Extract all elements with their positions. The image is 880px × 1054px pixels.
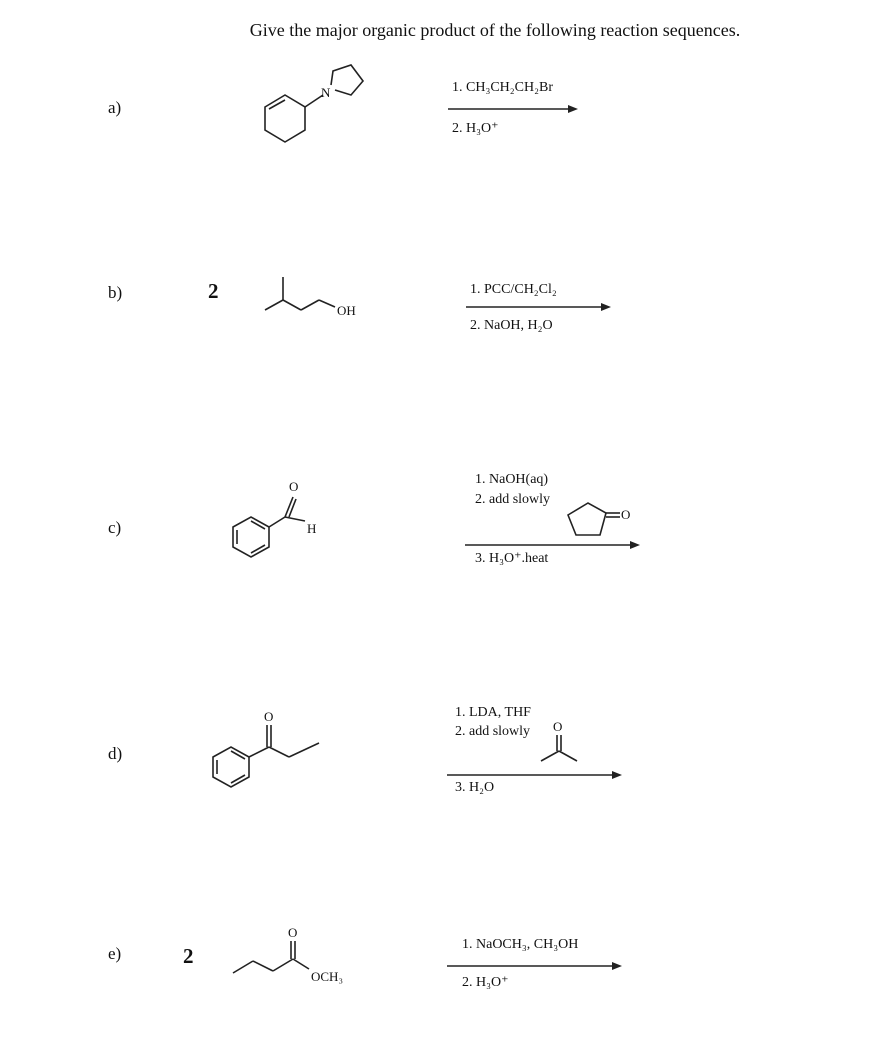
coefficient-b: 2	[208, 279, 219, 303]
hydroxyl-group: OH	[337, 303, 356, 318]
problem-b-label: b)	[108, 283, 123, 302]
reagent-e-1: 1. NaOCH₃, CH₃OH	[462, 937, 579, 952]
carbonyl-oxygen: O	[264, 709, 274, 724]
reagent-d-3: 3. H₂O	[455, 780, 495, 795]
reagent-a-2: 2. H₃O⁺	[452, 121, 499, 136]
reagent-d-2: 2. add slowly	[455, 724, 531, 739]
problem-c-label: c)	[108, 518, 122, 537]
problem-d-label: d)	[108, 744, 123, 763]
phenylacetaldehyde-structure	[225, 475, 335, 565]
reagent-d-1: 1. LDA, THF	[455, 705, 531, 720]
acetone-oxygen: O	[553, 719, 563, 734]
reaction-arrow-d	[447, 770, 622, 780]
reaction-arrow-c	[465, 540, 640, 550]
reagent-a-1: 1. CH₃CH₂CH₂Br	[452, 80, 553, 95]
reagent-b-1: 1. PCC/CH₂Cl₂	[470, 282, 557, 297]
reaction-arrow-a	[448, 104, 578, 114]
aldehyde-hydrogen: H	[307, 521, 317, 536]
reagent-e-2: 2. H₃O⁺	[462, 975, 509, 990]
carbonyl-oxygen: O	[289, 479, 299, 494]
propiophenone-structure	[205, 705, 335, 795]
problem-e-label: e)	[108, 944, 122, 963]
reaction-arrow-e	[447, 961, 622, 971]
enamine-structure	[255, 55, 385, 150]
carbonyl-oxygen: O	[288, 925, 298, 940]
acetone-structure	[533, 715, 593, 765]
page-title: Give the major organic product of the following reaction sequences.	[249, 20, 741, 40]
reagent-c-3: 3. H₃O⁺.heat	[475, 551, 549, 566]
reagent-b-2: 2. NaOH, H₂O	[470, 318, 553, 333]
nitrogen-atom: N	[321, 85, 331, 100]
methyl-ester-structure	[225, 925, 375, 995]
reagent-c-2: 2. add slowly	[475, 492, 551, 507]
methoxy-group: OCH₃	[311, 969, 343, 984]
problem-a-label: a)	[108, 98, 122, 117]
cyclopentanone-structure	[560, 495, 640, 545]
coefficient-e: 2	[183, 944, 194, 968]
reaction-arrow-b	[466, 302, 611, 312]
reagent-c-1: 1. NaOH(aq)	[475, 472, 549, 487]
cyclopentanone-oxygen: O	[621, 507, 631, 522]
isobutanol-structure	[255, 265, 375, 325]
